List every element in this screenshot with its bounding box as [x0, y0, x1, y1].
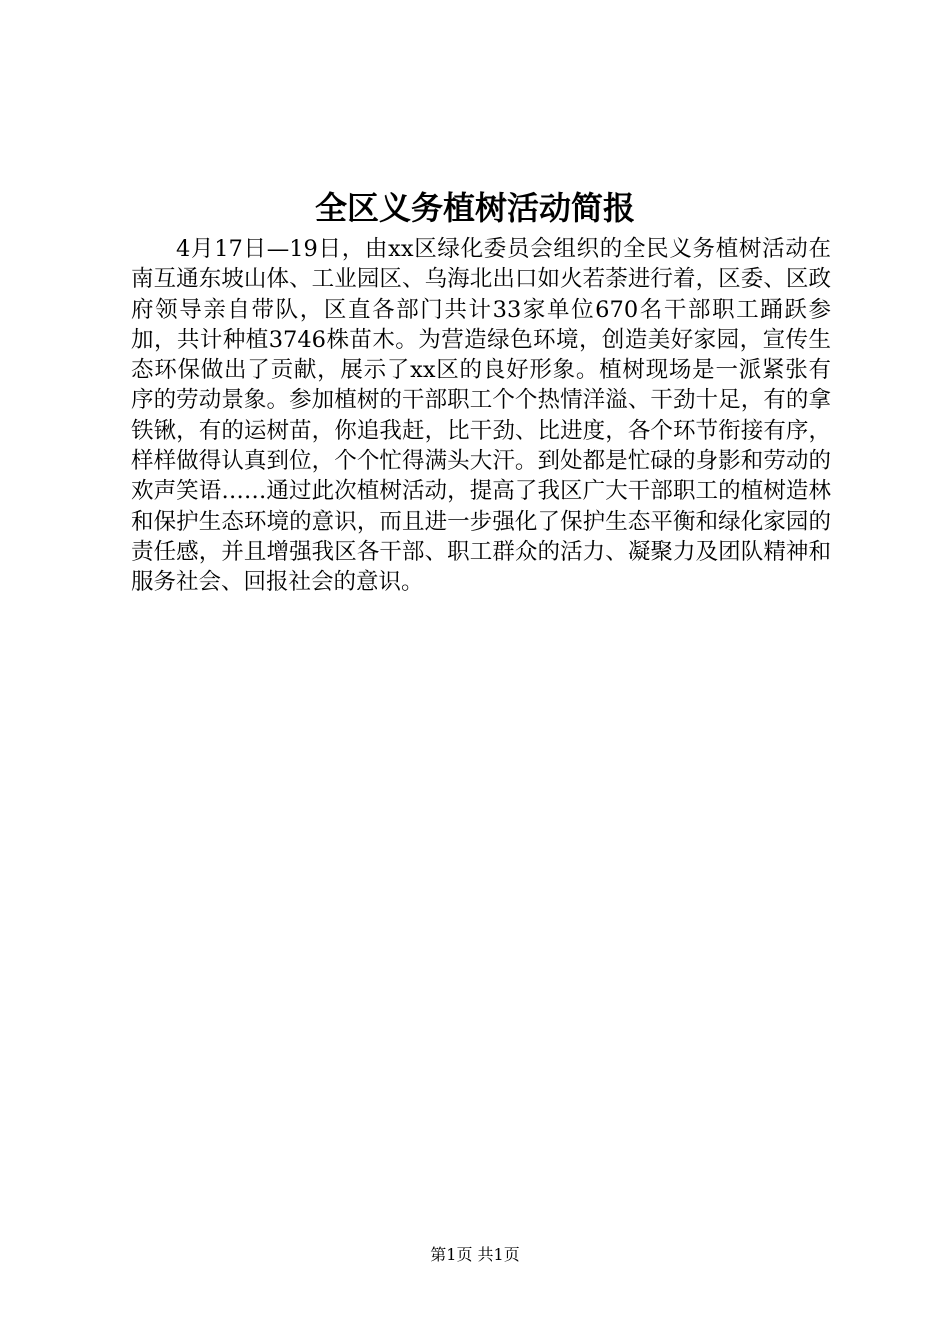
document-title: 全区义务植树活动简报	[314, 189, 635, 227]
body-paragraph: 4月17日—19日，由xx区绿化委员会组织的全民义务植树活动在南互通东坡山体、工业园区、乌海北出口如火若荼进行着，区委、区政府领导亲自带队，区直各部门共计33家单位670名干部职工踊跃参加，共计种植3746株苗木。为营造绿色环境，创造美好家园，宣传生态环保做出了贡献，展示了xx区的良好形象。植树现场是一派紧张有序的劳动景象。参加植树的干部职工个个热情洋溢、干劲十足，有的拿铁锹，有的运树苗，你追我赶，比干劲、比进度，各个环节衔接有序，样样做得认真到位，个个忙得满头大汗。到处都是忙碌的身影和劳动的欢声笑语……通过此次植树活动，提高了我区广大干部职工的植树造林和保护生态环境的意识，而且进一步强化了保护生态平衡和绿化家园的责任感，并且增强我区各干部、职工群众的活力、凝聚力及团队精神和服务社会、回报社会的意识。	[131, 236, 831, 596]
page-footer: 第1页 共1页	[430, 1245, 520, 1264]
